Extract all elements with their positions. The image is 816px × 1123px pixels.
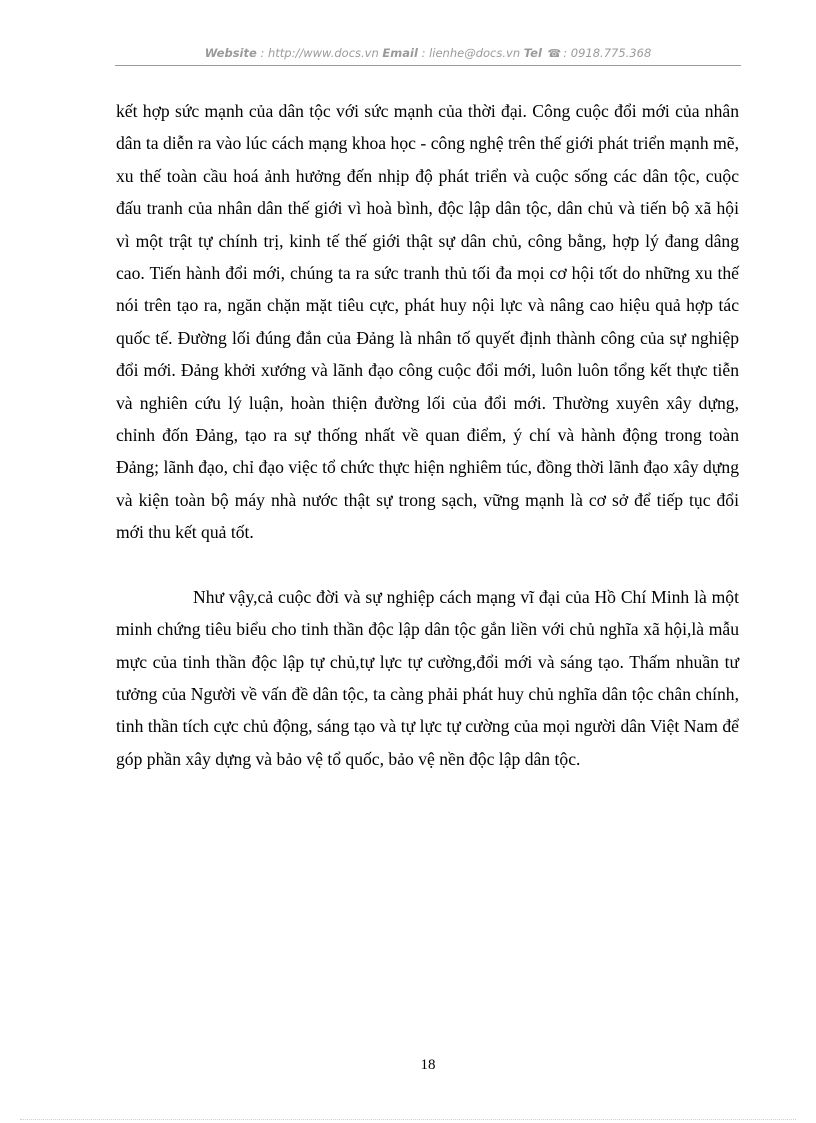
email-label: Email: [382, 46, 418, 60]
tel-value: : 0918.775.368: [563, 46, 652, 60]
footer-divider: [20, 1119, 796, 1120]
website-value: : http://www.docs.vn: [260, 46, 379, 60]
paragraph-2: Như vậy,cả cuộc đời và sự nghiệp cách mạng vĩ đại của Hồ Chí Minh là một minh chứng tiêu biểu cho tinh thần độc lập dân tộc gắn liền với chủ nghĩa xã hội,là mẫu mực của tinh thần độc lập tự chủ,tự lực tự cường,đổi mới và sáng tạo. Thấm nhuần tư tưởng của Người về vấn đề dân tộc, ta càng phải phát huy chủ nghĩa dân tộc chân chính, tinh thần tích cực chủ động, sáng tạo và tự lực tự cường của mọi người dân Việt Nam để góp phần xây dựng và bảo vệ tổ quốc, bảo vệ nền độc lập dân tộc.: [116, 586, 739, 769]
page-number: 18: [420, 1057, 436, 1073]
page-header: [115, 46, 741, 66]
email-value: : lienhe@docs.vn: [421, 46, 521, 60]
tel-label: Tel: [523, 46, 542, 60]
header-divider: [115, 65, 741, 66]
paragraph-1: kết hợp sức mạnh của dân tộc với sức mạnh của thời đại. Công cuộc đổi mới của nhân dân ta diễn ra vào lúc cách mạng khoa học - công nghệ trên thế giới phát triển mạnh mẽ, xu thế toàn cầu hoá ảnh hưởng đến nhịp độ phát triển và cuộc sống các dân tộc, cuộc đấu tranh của nhân dân thế giới vì hoà bình, độc lập dân tộc, dân chủ và tiến bộ xã hội vì một trật tự chính trị, kinh tế thế giới thật sự dân chủ, công bằng, hợp lý đang dâng cao. Tiến hành đổi mới, chúng ta ra sức tranh thủ tối đa mọi cơ hội tốt do những xu thế nói trên tạo ra, ngăn chặn mặt tiêu cực, phát huy nội lực và nâng cao hiệu quả hợp tác quốc tế. Đường lối đúng đắn của Đảng là nhân tố quyết định thành công của sự nghiệp đổi mới. Đảng khởi xướng và lãnh đạo công cuộc đổi mới, luôn luôn tổng kết thực tiễn và nghiên cứu lý luận, hoàn thiện đường lối của đổi mới. Thường xuyên xây dựng, chỉnh đốn Đảng, tạo ra sự thống nhất về quan điểm, ý chí và hành động trong toàn Đảng; lãnh đạo, chỉ đạo việc tổ chức thực hiện nghiêm túc, đồng thời lãnh đạo xây dựng và kiện toàn bộ máy nhà nước thật sự trong sạch, vững mạnh là cơ sở để tiếp tục đổi mới thu kết quả tốt.: [116, 101, 739, 543]
phone-icon: ☎: [547, 47, 562, 60]
website-label: Website: [204, 46, 257, 60]
document-body: [116, 95, 739, 775]
